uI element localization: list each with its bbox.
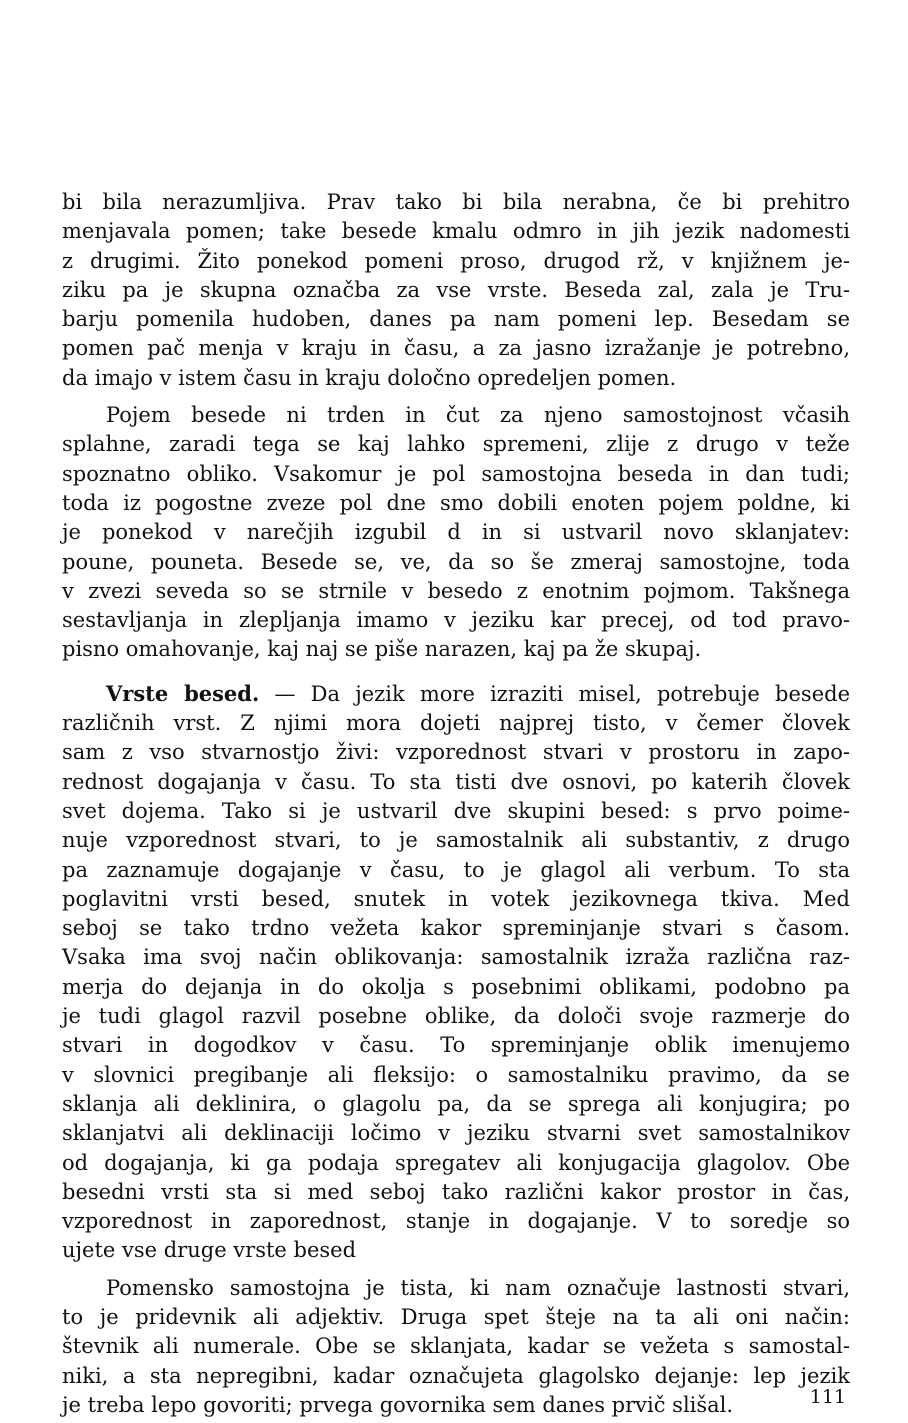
text-line: od dogajanja, ki ga podaja spregatev ali konjugacija glagolov. Obe [62, 1150, 850, 1175]
text-line: Vsaka ima svoj način oblikovanja: samostalnik izraža različna raz- [62, 945, 850, 970]
text-line: nuje vzporednost stvari, to je samostalnik ali substantiv, z drugo [62, 828, 850, 853]
text-line: je treba lepo govoriti; prvega govornika sem danes prvič slišal. [62, 1392, 734, 1417]
paragraph-1 [62, 188, 850, 393]
text-line: poglavitni vrsti besed, snutek in votek jezikovnega tkiva. Med [62, 886, 850, 911]
text-line: merja do dejanja in do okolja s posebnimi oblikami, podobno pa [62, 974, 850, 999]
text-line: sklanjatvi ali deklinaciji ločimo v jeziku stvarni svet samostalnikov [62, 1121, 850, 1146]
text-line: Pojem besede ni trden in čut za njeno samostojnost včasih [106, 403, 850, 428]
text-line: vzporednost in zaporednost, stanje in dogajanje. V to soredje so [62, 1209, 850, 1234]
text-line: niki, a sta nepregibni, kadar označujeta glagolsko dejanje: lep jezik [62, 1363, 850, 1388]
text-line: različnih vrst. Z njimi mora dojeti najprej tisto, v čemer človek [62, 711, 850, 736]
text-line: Pomensko samostojna je tista, ki nam označuje lastnosti stvari, [106, 1275, 850, 1300]
text-line: menjavala pomen; take besede kmalu odmro in jih jezik nadomesti [62, 219, 850, 244]
text-line: barju pomenila hudoben, danes pa nam pomeni lep. Besedam se [62, 307, 850, 332]
paragraph-2 [62, 401, 850, 665]
text-line: to je pridevnik ali adjektiv. Druga spet šteje na ta ali oni način: [62, 1304, 850, 1329]
text-line: spoznatno obliko. Vsakomur je pol samostojna beseda in dan tudi; [62, 461, 850, 486]
text-line: v zvezi seveda so se strnile v besedo z enotnim pojmom. Takšnega [62, 578, 850, 603]
text-line: stvari in dogodkov v času. To spreminjanje oblik imenujemo [62, 1033, 850, 1058]
text-line: je tudi glagol razvil posebne oblike, da določi svoje razmerje do [62, 1004, 850, 1029]
text-line: splahne, zaradi tega se kaj lahko spremeni, zlije z drugo v teže [62, 432, 850, 457]
text-line: ziku pa je skupna označba za vse vrste. Beseda zal, zala je Tru- [62, 277, 850, 302]
text-line: seboj se tako trdno vežeta kakor spreminjanje stvari s časom. [62, 916, 850, 941]
text-line: sklanja ali deklinira, o glagolu pa, da se sprega ali konjugira; po [62, 1091, 850, 1116]
text-line: toda iz pogostne zveze pol dne smo dobili enoten pojem poldne, ki [62, 490, 850, 515]
text-line: pisno omahovanje, kaj naj se piše narazen, kaj pa že skupaj. [62, 637, 702, 662]
text-line: števnik ali numerale. Obe se sklanjata, kadar se vežeta s samostal- [62, 1334, 850, 1359]
text-line: svet dojema. Tako si je ustvaril dve skupini besed: s prvo poime- [62, 798, 850, 823]
text-line-rest: — Da jezik more izraziti misel, potrebuje besede [259, 681, 850, 706]
text-line: rednost dogajanja v času. To sta tisti dve osnovi, po katerih človek [62, 769, 850, 794]
page-body [62, 188, 850, 1420]
text-line: poune, pouneta. Besede se, ve, da so še zmeraj samostojne, toda [62, 549, 850, 574]
paragraph-4 [62, 1274, 850, 1420]
text-line: ujete vse druge vrste besed [62, 1238, 357, 1263]
text-line: da imajo v istem času in kraju določno opredeljen pomen. [62, 365, 677, 390]
text-line-with-heading [62, 679, 850, 709]
text-line: sam z vso stvarnostjo živi: vzporednost stvari v prostoru in zapo- [62, 740, 850, 765]
section-heading: Vrste besed. [106, 680, 260, 706]
text-line: bi bila nerazumljiva. Prav tako bi bila nerabna, če bi prehitro [62, 190, 850, 214]
paragraph-3 [62, 679, 850, 1266]
page-number: 111 [809, 1386, 846, 1408]
text-line: sestavljanja in zlepljanja imamo v jeziku kar precej, od tod pravo- [62, 608, 850, 633]
text-line: z drugimi. Žito ponekod pomeni proso, drugod rž, v knjižnem je- [62, 248, 850, 273]
text-line: je ponekod v narečjih izgubil d in si ustvaril novo sklanjatev: [62, 520, 850, 545]
text-line: pa zaznamuje dogajanje v času, to je glagol ali verbum. To sta [62, 857, 850, 882]
text-line: pomen pač menja v kraju in času, a za jasno izražanje je potrebno, [62, 336, 850, 361]
text-line: v slovnici pregibanje ali fleksijo: o samostalniku pravimo, da se [62, 1062, 850, 1087]
text-line: besedni vrsti sta si med seboj tako različni kakor prostor in čas, [62, 1179, 850, 1204]
